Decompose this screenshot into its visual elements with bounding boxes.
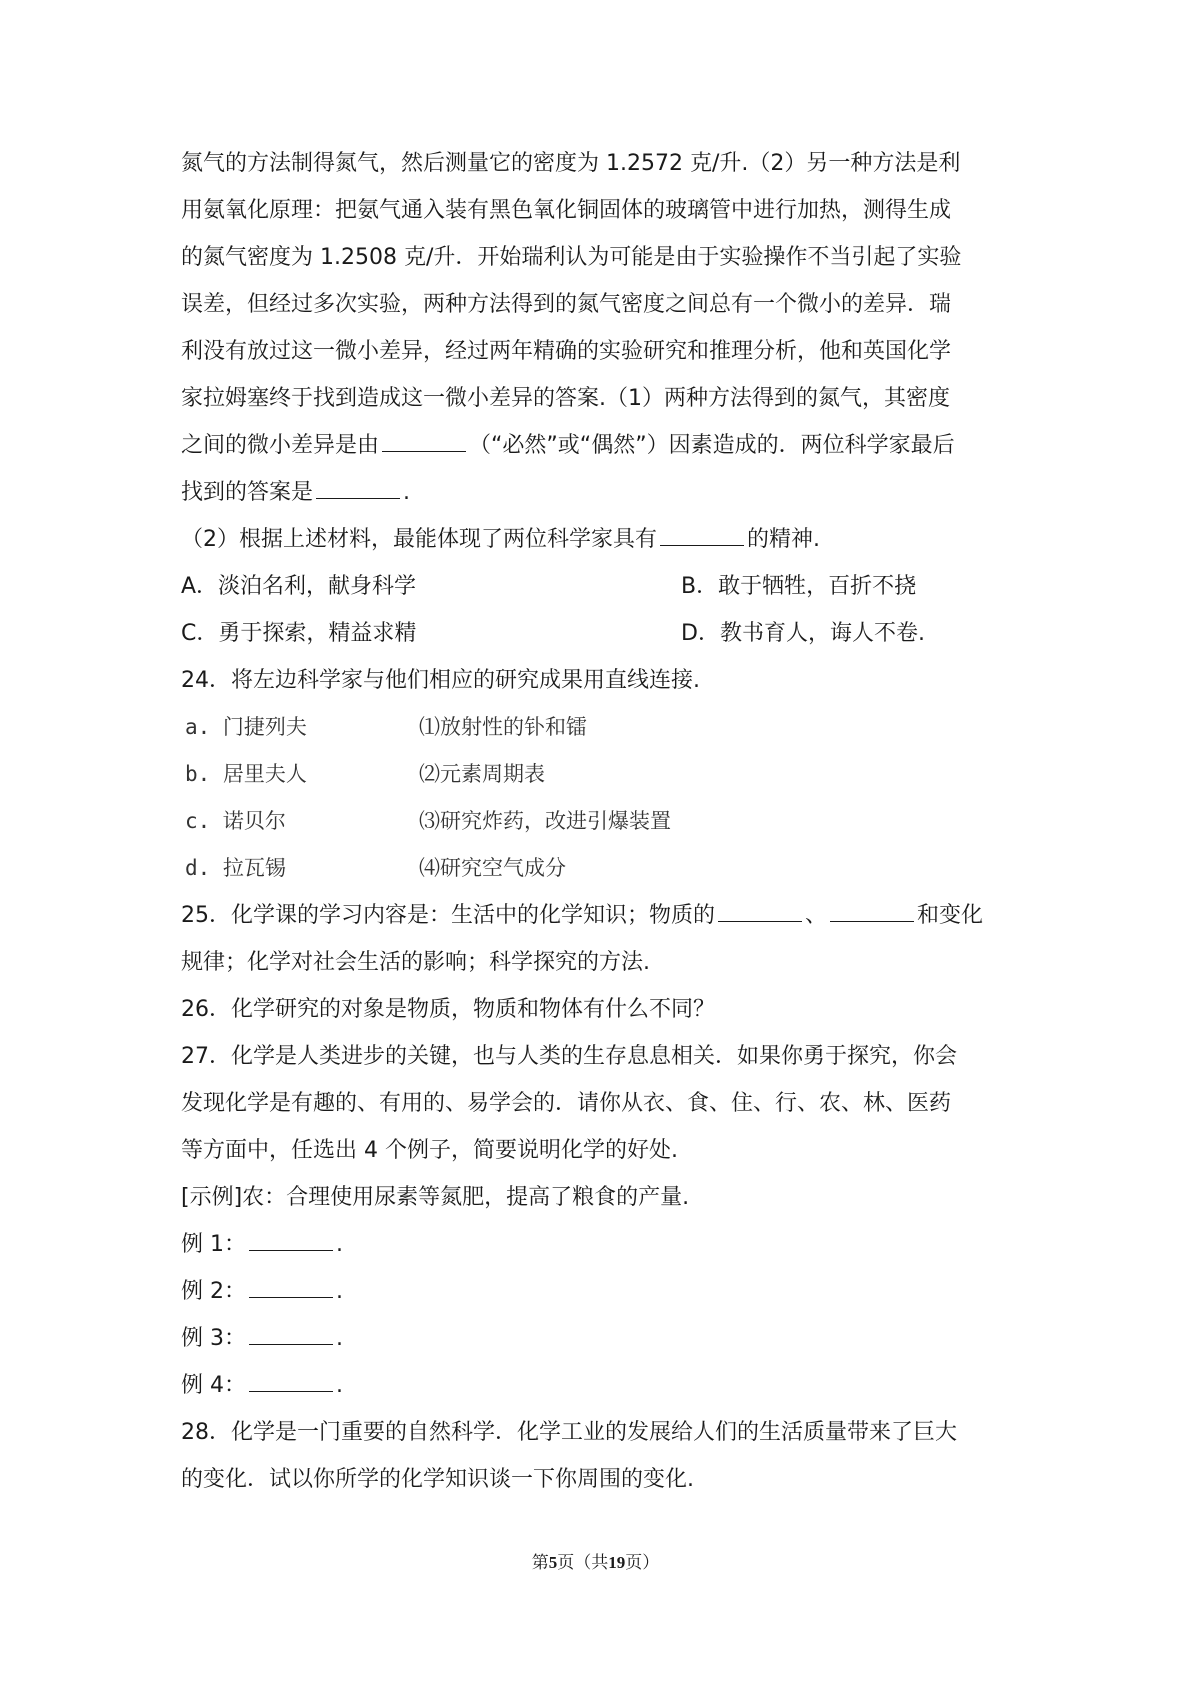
answer-blank[interactable] [249,1369,333,1392]
answer-blank[interactable] [660,523,744,546]
page-body [181,140,1021,1503]
footer-text: 第 [531,1553,549,1572]
text: 、 [805,903,828,928]
option-row [181,563,1021,610]
answer-blank[interactable] [249,1228,333,1251]
text: . [336,1232,343,1257]
option-b[interactable]: B．敢于牺牲，百折不挠 [681,574,917,599]
scientist-a[interactable]: a. 门捷列夫 [185,715,307,739]
option-d[interactable]: D．教书育人，诲人不卷. [681,621,925,646]
answer-blank[interactable] [830,899,914,922]
total-pages: 19 [608,1553,626,1572]
paragraph-line: 误差，但经过多次实验，两种方法得到的氮气密度之间总有一个微小的差异．瑞 [181,292,952,317]
paragraph-line [181,422,1021,469]
q28 [181,1409,1021,1503]
text: 例 4： [181,1373,246,1398]
achievement-4[interactable]: ⑷研究空气成分 [419,856,566,880]
text: 和变化 [917,903,984,928]
example-item [181,1315,1021,1362]
page-footer [0,1548,1191,1573]
text: 的精神. [747,527,820,552]
scientist-b[interactable]: b. 居里夫人 [185,762,307,786]
q25 [181,892,1021,986]
scientist-c[interactable]: c. 诺贝尔 [185,809,286,833]
text: 例 2： [181,1279,246,1304]
text: . [336,1279,343,1304]
achievement-1[interactable]: ⑴放射性的钋和镭 [419,715,587,739]
example-item [181,1362,1021,1409]
match-pair [181,751,1021,798]
q28-line: 的变化．试以你所学的化学知识谈一下你周围的变化. [181,1467,694,1492]
text: 找到的答案是 [181,480,314,505]
footer-text: 页） [625,1553,660,1572]
option-a[interactable]: A．淡泊名利，献身科学 [181,574,417,599]
paragraph-line: 氮气的方法制得氮气，然后测量它的密度为 1.2572 克/升.（2）另一种方法是利 [181,151,961,176]
match-pair [181,798,1021,845]
q23-part2 [181,516,1021,563]
paragraph-line: 家拉姆塞终于找到造成这一微小差异的答案.（1）两种方法得到的氮气，其密度 [181,386,950,411]
match-pair [181,704,1021,751]
q28-line: 28．化学是一门重要的自然科学．化学工业的发展给人们的生活质量带来了巨大 [181,1420,957,1445]
example-item [181,1268,1021,1315]
paragraph-line: 用氨氧化原理：把氨气通入装有黑色氧化铜固体的玻璃管中进行加热，测得生成 [181,198,952,223]
text: 例 1： [181,1232,246,1257]
q26: 26．化学研究的对象是物质，物质和物体有什么不同？ [181,997,715,1022]
answer-blank[interactable] [249,1275,333,1298]
text: 之间的微小差异是由 [181,433,380,458]
q25-line [181,892,1021,939]
q27-line: 等方面中，任选出 4 个例子，简要说明化学的好处. [181,1138,678,1163]
achievement-3[interactable]: ⑶研究炸药，改进引爆装置 [419,809,671,833]
option-row [181,610,1021,657]
option-c[interactable]: C．勇于探索，精益求精 [181,621,417,646]
q27-example: [示例]农：合理使用尿素等氮肥，提高了粮食的产量. [181,1185,690,1210]
q27-line: 发现化学是有趣的、有用的、易学会的．请你从衣、食、住、行、农、林、医药 [181,1091,952,1116]
text: 例 3： [181,1326,246,1351]
q25-line: 规律；化学对社会生活的影响；科学探究的方法. [181,950,650,975]
page-number: 5 [548,1553,558,1572]
q24 [181,657,1021,892]
q24-title: 24．将左边科学家与他们相应的研究成果用直线连接. [181,668,700,693]
answer-blank[interactable] [316,476,400,499]
text: （“必然”或“偶然”）因素造成的．两位科学家最后 [469,433,955,458]
paragraph-line [181,469,1021,516]
q27 [181,1033,1021,1409]
footer-text: 页（共 [557,1553,609,1572]
q27-line: 27．化学是人类进步的关键，也与人类的生存息息相关．如果你勇于探究，你会 [181,1044,957,1069]
answer-blank[interactable] [382,429,466,452]
scientist-d[interactable]: d. 拉瓦锡 [185,856,286,880]
text: 25．化学课的学习内容是：生活中的化学知识；物质的 [181,903,715,928]
achievement-2[interactable]: ⑵元素周期表 [419,762,545,786]
answer-blank[interactable] [718,899,802,922]
q23-paragraph [181,140,1021,657]
match-pair [181,845,1021,892]
text: . [336,1326,343,1351]
answer-blank[interactable] [249,1322,333,1345]
paragraph-line: 利没有放过这一微小差异，经过两年精确的实验研究和推理分析，他和英国化学 [181,339,952,364]
text: . [403,480,411,505]
paragraph-line: 的氮气密度为 1.2508 克/升．开始瑞利认为可能是由于实验操作不当引起了实验 [181,245,962,270]
text: . [336,1373,343,1398]
text: （2）根据上述材料，最能体现了两位科学家具有 [181,527,657,552]
example-item [181,1221,1021,1268]
